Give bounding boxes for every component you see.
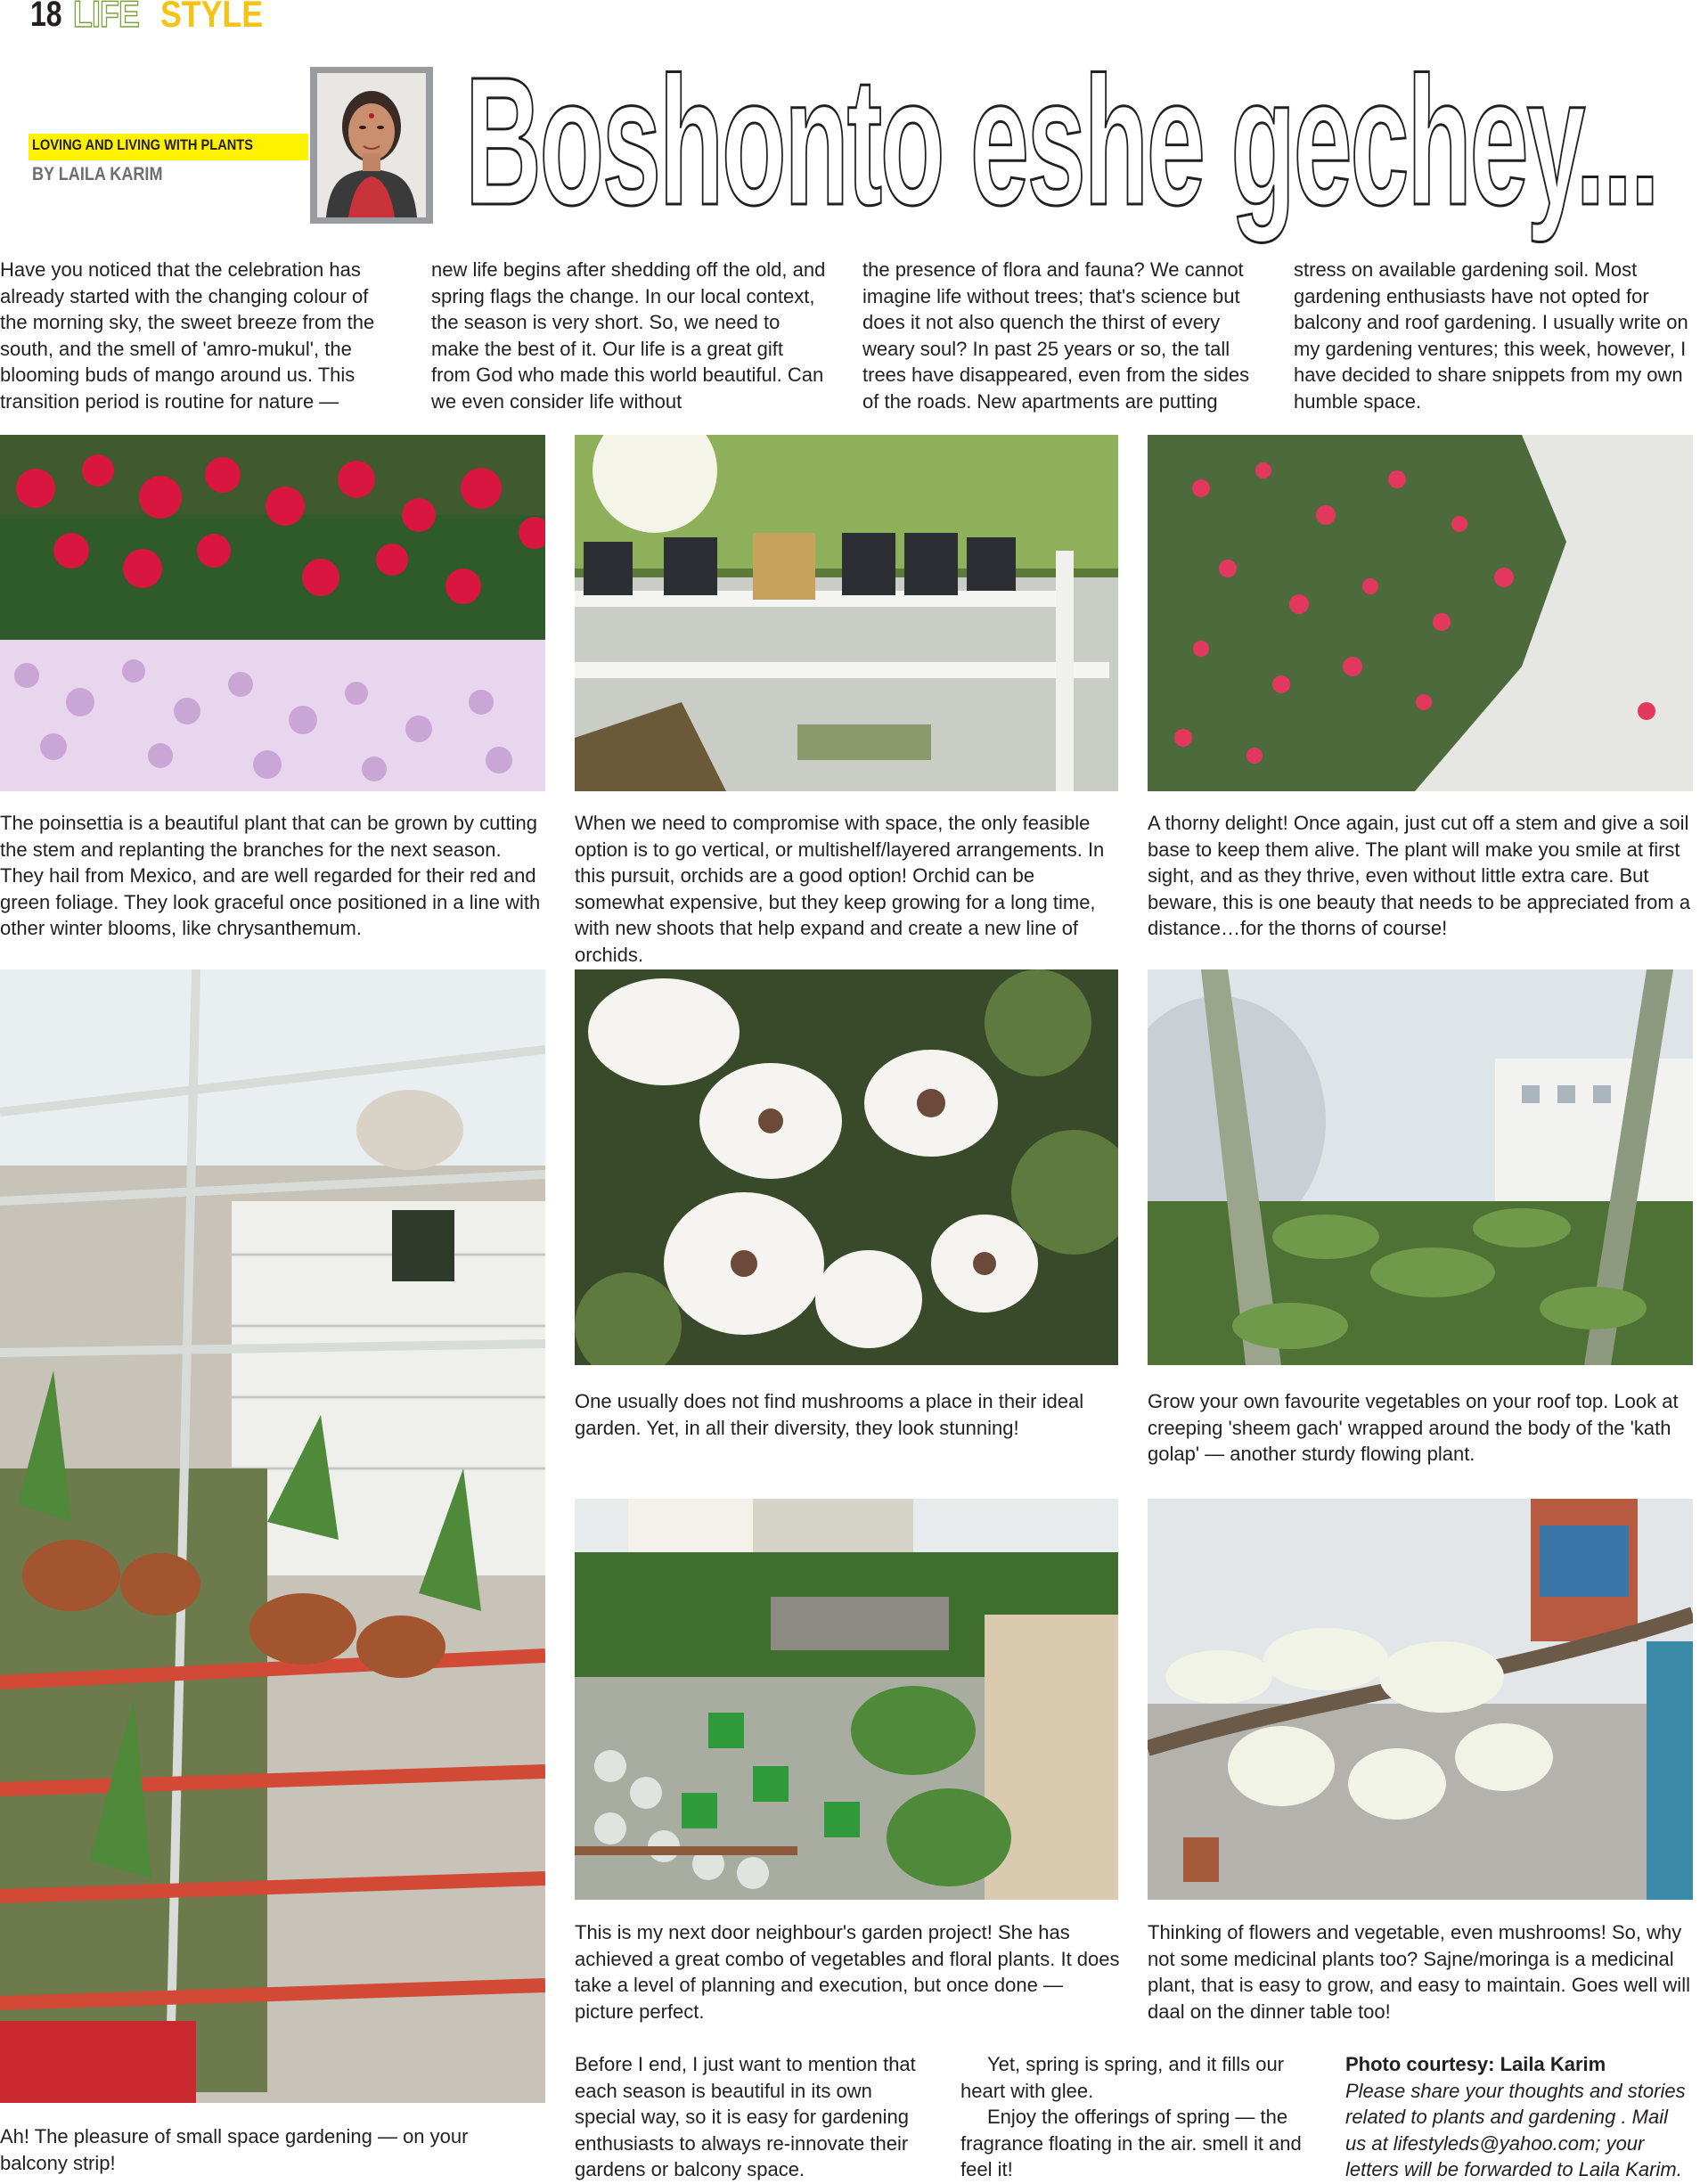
closing-paragraph-1: Yet, spring is spring, and it fills our heart with glee. (960, 2053, 1285, 2102)
neighbour-garden-photo (575, 1499, 1118, 1900)
balcony-garden-photo (0, 969, 545, 2103)
section-name-life: LIFE (73, 0, 139, 35)
caption-orchids: When we need to compromise with space, the only feasible option is to go vertical, or multishelf/layered arrangements. In this pursuit, orchids are a good option! Orchid can be somewhat expensive, but they keep growing for a long time, with new shoots that help expand and create a new line of orchids. (575, 812, 1105, 966)
caption-balcony: Ah! The pleasure of small space gardening — on your balcony strip! (0, 2125, 469, 2174)
intro-column-3: the presence of flora and fauna? We cannot imagine life without trees; that's science but does it not also quench the thirst of every weary soul? In past 25 years or so, the tall trees have disappeared, even from the sides of the roads. New apartments are putting (862, 258, 1250, 413)
caption-neighbour: This is my next door neighbour's garden project! She has achieved a great combo of vegetables and floral plants. It does take a level of planning and execution, but once done — picture perfect. (575, 1921, 1120, 2023)
column-kicker: LOVING AND LIVING WITH PLANTS (32, 136, 254, 153)
caption-thorny: A thorny delight! Once again, just cut off a stem and give a soil base to keep them alive. The plant will make you smile at first sight, and as they thrive, even without little extra care. But beware, this is one beauty that needs to be appreciated from a distance…for the thorns of course! (1148, 812, 1691, 940)
reader-mail-note: Please share your thoughts and stories related to plants and gardening . Mail us at lifestyleds@yahoo.com; your letters will be forwarded to Laila Karim. (1345, 2079, 1686, 2181)
photo-credits (1345, 2051, 1693, 2183)
orchid-shelf-photo (575, 435, 1118, 791)
closing-column-1: Before I end, I just want to mention that each season is beautiful in its own special way, so it is easy for gardening enthusiasts to always re-innovate their gardens or balcony space. (575, 2053, 916, 2181)
caption-mushrooms: One usually does not find mushrooms a place in their ideal garden. Yet, in all their diversity, they look stunning! (575, 1390, 1084, 1439)
caption-vegetables: Grow your own favourite vegetables on your roof top. Look at creeping 'sheem gach' wrapped around the body of the 'kath golap' — another sturdy flowing plant. (1148, 1390, 1679, 1466)
byline: BY LAILA KARIM (32, 164, 163, 184)
section-name-style: STYLE (160, 0, 264, 35)
poinsettia-photo (0, 435, 545, 791)
moringa-photo (1148, 1499, 1693, 1900)
author-portrait (310, 67, 433, 224)
closing-column-2 (960, 2051, 1312, 2183)
photo-courtesy-label: Photo courtesy: Laila Karim (1345, 2053, 1606, 2075)
closing-paragraph-2: Enjoy the offerings of spring — the fragrance floating in the air. smell it and feel it! (960, 2106, 1302, 2181)
headline: Boshonto eshe gechey... (465, 39, 1658, 243)
roof-vegetables-photo (1148, 969, 1693, 1365)
mushroom-photo (575, 969, 1118, 1365)
intro-column-2: new life begins after shedding off the old, and spring flags the change. In our local context, the season is very short. So, we need to make the best of it. Our life is a great gift from God who made this world beautiful. Can we even consider life without (431, 258, 826, 413)
caption-poinsettia: The poinsettia is a beautiful plant that can be grown by cutting the stem and replanting the branches for the next season. They hail from Mexico, and are well regarded for their red and green foliage. They look graceful once positioned in a line with other winter blooms, like chrysanthemum. (0, 812, 541, 940)
page-number: 18 (30, 0, 62, 34)
thorny-plant-photo (1148, 435, 1693, 791)
intro-column-1: Have you noticed that the celebration has already started with the changing colour of the morning sky, the sweet breeze from the south, and the smell of 'amro-mukul', the blooming buds of mango around us. This transition period is routine for nature — (0, 258, 375, 413)
intro-column-4: stress on available gardening soil. Most gardening enthusiasts have not opted for balcony and roof gardening. I usually write on my gardening ventures; this week, however, I have decided to share snippets from my own humble space. (1294, 258, 1688, 413)
caption-medicinal: Thinking of flowers and vegetable, even mushrooms! So, why not some medicinal plants too? Sajne/moringa is a medicinal plant, that is easy to grow, and easy to maintain. Goes well will daal on the dinner table too! (1148, 1921, 1690, 2023)
